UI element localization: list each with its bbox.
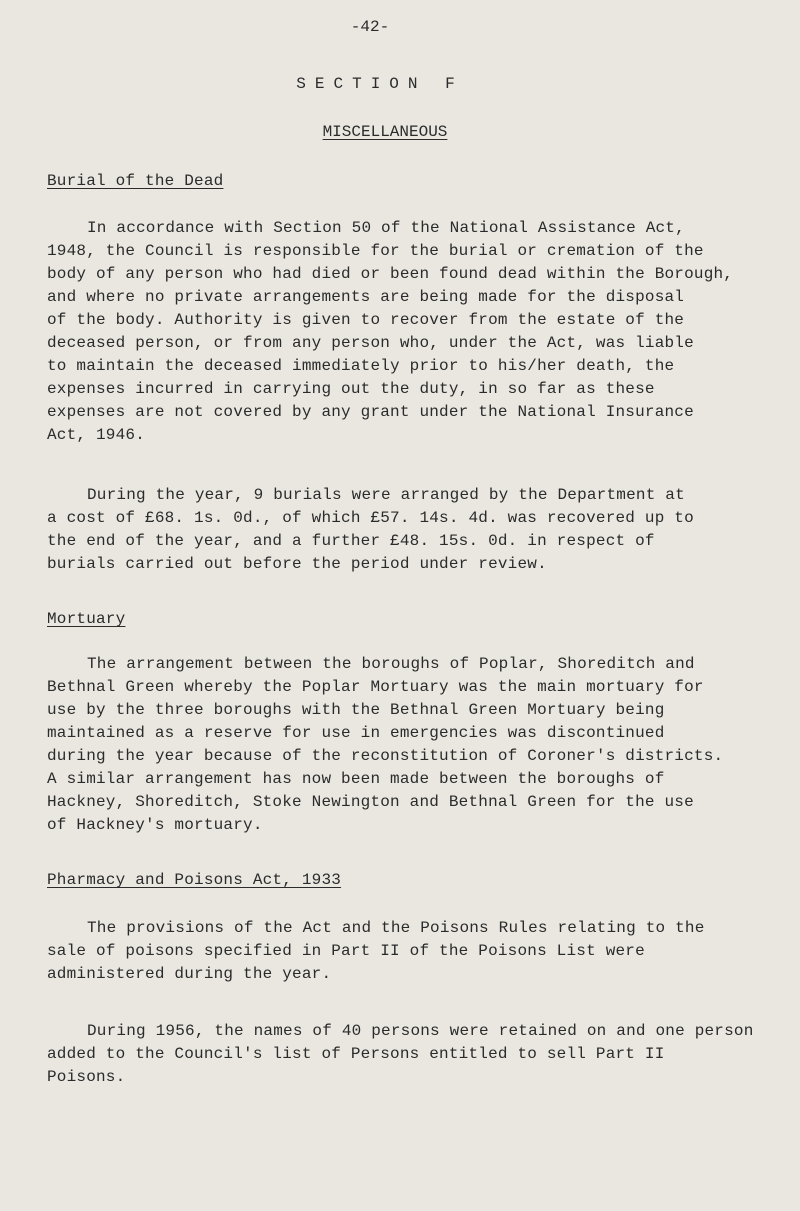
text-line: of Hackney's mortuary. — [47, 816, 263, 834]
text-line: Poisons. — [47, 1068, 126, 1086]
section-title: MISCELLANEOUS — [322, 123, 448, 141]
text-line: burials carried out before the period under review. — [47, 555, 547, 573]
text-line: expenses incurred in carrying out the duty, in so far as these — [47, 380, 655, 398]
text-line: administered during the year. — [47, 965, 332, 983]
text-line: a cost of £68. 1s. 0d., of which £57. 14s. 4d. was recovered up to — [47, 509, 694, 527]
text-line: and where no private arrangements are being made for the disposal — [47, 288, 685, 306]
text-line: of the body. Authority is given to recover from the estate of the — [47, 311, 685, 329]
text-line: body of any person who had died or been found dead within the Borough, — [47, 265, 734, 283]
text-line: The arrangement between the boroughs of Poplar, Shoreditch and — [87, 655, 695, 673]
text-line: Hackney, Shoreditch, Stoke Newington and Bethnal Green for the use — [47, 793, 694, 811]
text-line: 1948, the Council is responsible for the burial or cremation of the — [47, 242, 704, 260]
text-line: During the year, 9 burials were arranged by the Department at — [87, 486, 685, 504]
text-line: During 1956, the names of 40 persons were retained on and one person — [87, 1022, 754, 1040]
text-line: expenses are not covered by any grant under the National Insurance — [47, 403, 694, 421]
page-number: -42- — [350, 18, 390, 36]
text-line: the end of the year, and a further £48. 15s. 0d. in respect of — [47, 532, 655, 550]
text-line: sale of poisons specified in Part II of the Poisons List were — [47, 942, 645, 960]
pharmacy-heading: Pharmacy and Poisons Act, 1933 — [47, 871, 342, 889]
text-line: to maintain the deceased immediately prior to his/her death, the — [47, 357, 675, 375]
burial-heading: Burial of the Dead — [47, 172, 224, 190]
section-label: SECTION F — [296, 75, 464, 93]
text-line: added to the Council's list of Persons entitled to sell Part II — [47, 1045, 665, 1063]
mortuary-heading: Mortuary — [47, 610, 126, 628]
text-line: In accordance with Section 50 of the National Assistance Act, — [87, 219, 685, 237]
text-line: Bethnal Green whereby the Poplar Mortuary was the main mortuary for — [47, 678, 704, 696]
text-line: The provisions of the Act and the Poisons Rules relating to the — [87, 919, 705, 937]
text-line: deceased person, or from any person who, under the Act, was liable — [47, 334, 694, 352]
text-line: maintained as a reserve for use in emergencies was discontinued — [47, 724, 665, 742]
text-line: Act, 1946. — [47, 426, 146, 444]
text-line: A similar arrangement has now been made between the boroughs of — [47, 770, 665, 788]
text-line: during the year because of the reconstitution of Coroner's districts. — [47, 747, 724, 765]
text-line: use by the three boroughs with the Bethnal Green Mortuary being — [47, 701, 665, 719]
